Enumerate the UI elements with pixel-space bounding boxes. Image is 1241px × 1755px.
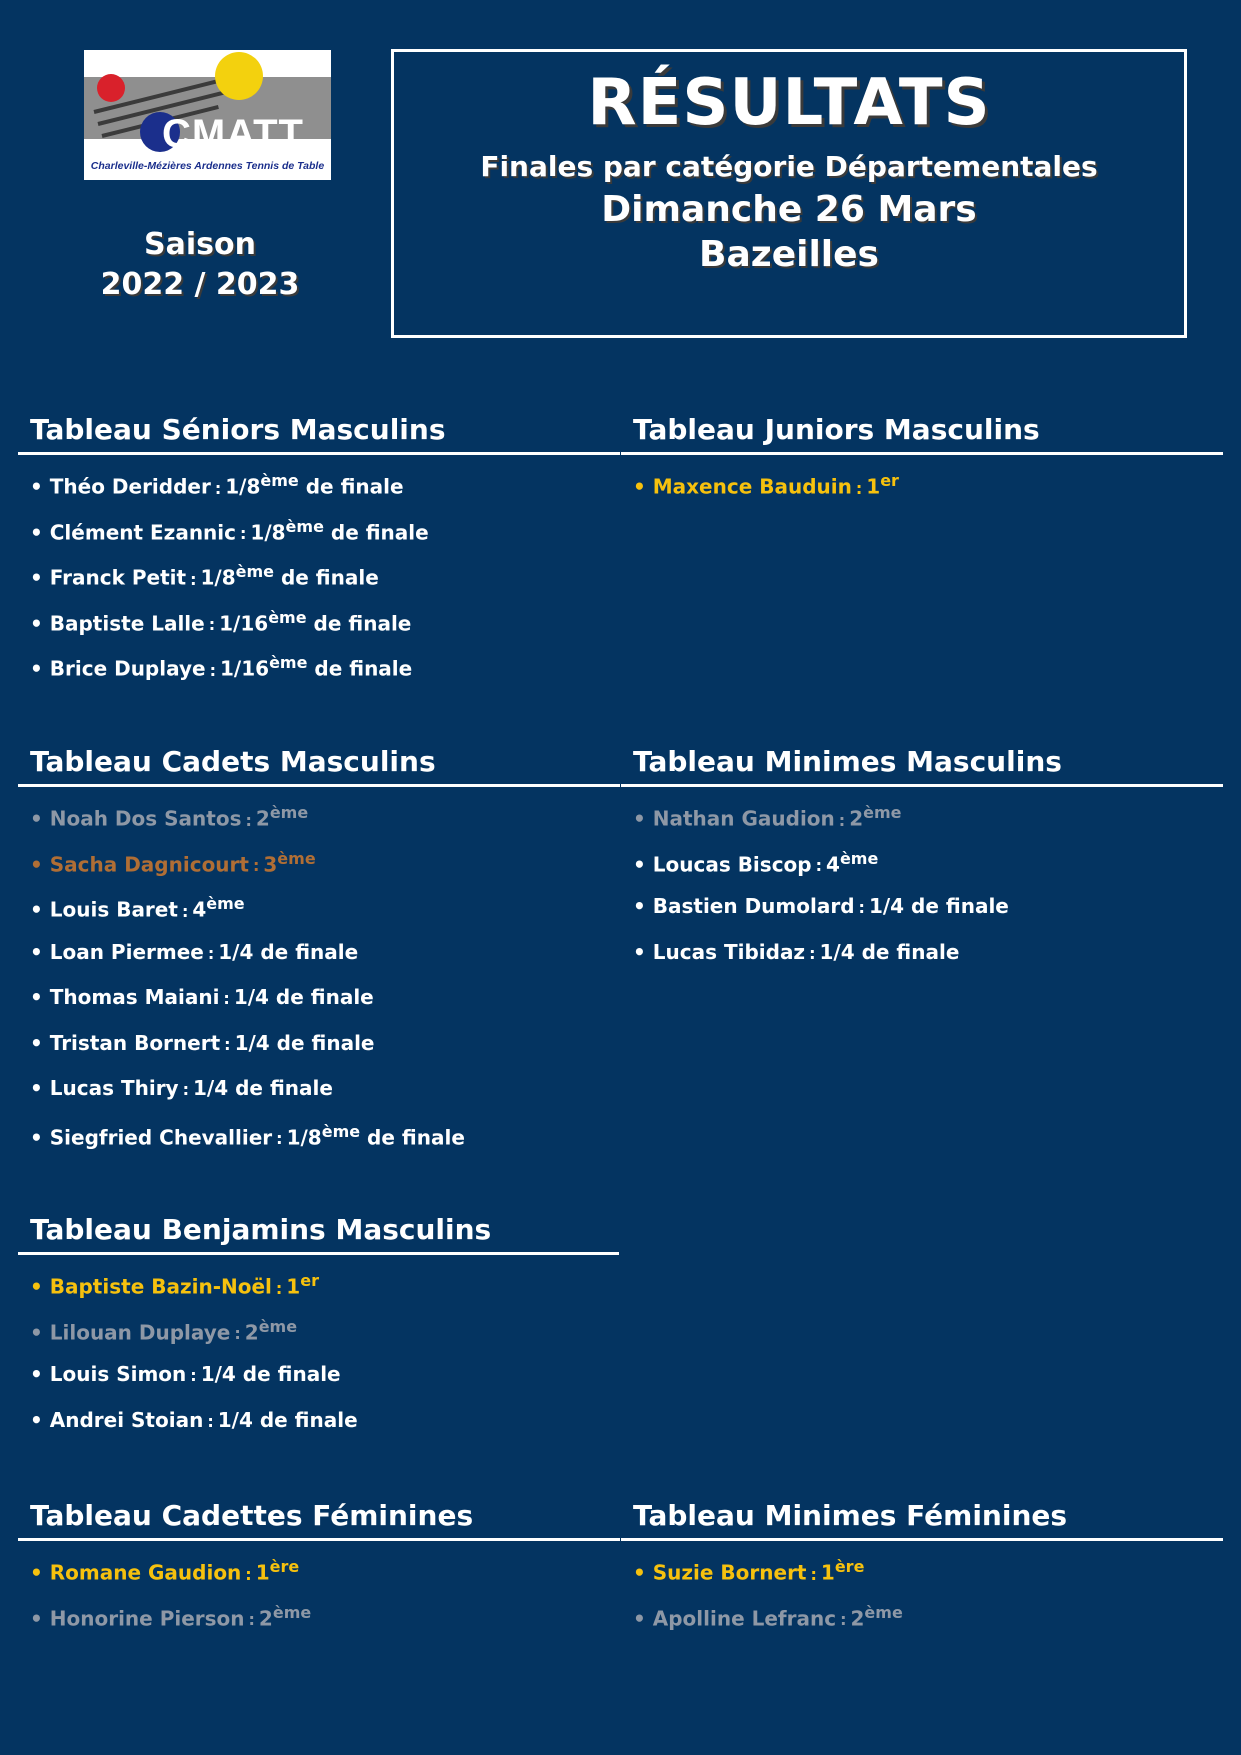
player-row — [633, 894, 1223, 940]
result-superscript: er — [300, 1271, 319, 1290]
separator: : — [234, 1324, 241, 1344]
result-superscript: ème — [321, 1121, 361, 1141]
separator: : — [207, 1411, 214, 1431]
section-title: Tableau Minimes Féminines — [621, 1499, 1223, 1541]
bullet-icon: • — [30, 1076, 50, 1100]
separator: : — [840, 1610, 847, 1630]
separator: : — [223, 989, 230, 1008]
separator: : — [276, 1129, 283, 1149]
result-superscript: ème — [235, 562, 274, 581]
player-list — [18, 1255, 619, 1453]
section-title: Tableau Cadettes Féminines — [18, 1499, 620, 1541]
separator: : — [190, 569, 197, 589]
result-superscript: ème — [864, 1602, 903, 1622]
player-result: 1/16 — [220, 656, 270, 681]
player-row — [30, 849, 620, 895]
result-superscript: ème — [258, 1316, 298, 1336]
player-result: 2 — [850, 1606, 865, 1631]
separator: : — [809, 943, 816, 963]
player-row — [30, 562, 620, 608]
result-superscript: ème — [269, 653, 308, 672]
logo-tagline: Charleville-Mézières Ardennes Tennis de Table — [90, 160, 325, 172]
player-name: Lilouan Duplaye — [49, 1320, 231, 1345]
title-box — [391, 49, 1187, 338]
player-name: Clément Ezannic — [49, 520, 236, 545]
player-result: 2 — [849, 806, 864, 831]
player-result: 1 — [286, 1274, 301, 1299]
result-superscript: ème — [277, 848, 316, 868]
separator: : — [858, 898, 865, 917]
bullet-icon: • — [30, 1362, 50, 1386]
result-superscript: ème — [260, 471, 299, 490]
separator: : — [838, 810, 846, 830]
player-row — [633, 1557, 1223, 1603]
player-result: 4 — [192, 897, 207, 922]
player-list — [18, 787, 620, 1167]
player-row — [30, 803, 620, 849]
separator: : — [208, 615, 216, 635]
player-name: Franck Petit — [49, 565, 187, 590]
player-name: Louis Simon — [49, 1362, 187, 1386]
result-superscript: ème — [272, 1602, 312, 1622]
season-years: 2022 / 2023 — [100, 267, 300, 302]
player-name: Apolline Lefranc — [652, 1606, 837, 1631]
player-name: Loucas Biscop — [652, 852, 812, 877]
player-result: 2 — [255, 806, 270, 831]
player-name: Baptiste Bazin-Noël — [49, 1274, 272, 1299]
separator: : — [209, 660, 216, 680]
result-suffix: de finale — [307, 656, 413, 681]
bullet-icon: • — [633, 474, 653, 499]
player-name: Brice Duplaye — [49, 656, 206, 681]
separator: : — [207, 943, 215, 963]
player-name: Thomas Maiani — [49, 985, 220, 1009]
player-list — [18, 455, 620, 699]
result-suffix: de finale — [360, 1125, 465, 1150]
section-title: Tableau Benjamins Masculins — [18, 1213, 619, 1255]
bullet-icon: • — [30, 939, 50, 964]
player-name: Théo Deridder — [49, 474, 211, 499]
player-result: 1 — [866, 474, 881, 499]
event-place: Bazeilles — [699, 234, 879, 275]
player-name: Baptiste Lalle — [49, 611, 205, 636]
bullet-icon: • — [30, 1320, 50, 1345]
player-row — [30, 1362, 619, 1408]
player-result: 1/4 de finale — [200, 1362, 341, 1386]
player-result: 1/4 de finale — [234, 1030, 375, 1055]
separator: : — [815, 856, 823, 876]
separator: : — [252, 856, 260, 876]
player-name: Lucas Thiry — [49, 1076, 179, 1100]
player-row — [30, 1271, 619, 1317]
logo-name: CMATT — [162, 112, 304, 156]
section-title: Tableau Juniors Masculins — [621, 413, 1223, 455]
result-superscript: ème — [269, 803, 309, 822]
result-suffix: de finale — [323, 520, 429, 545]
bullet-icon: • — [30, 474, 50, 499]
separator: : — [810, 1564, 817, 1584]
player-result: 1/8 — [225, 474, 261, 499]
player-name: Nathan Gaudion — [652, 806, 835, 831]
bullet-icon: • — [30, 1030, 50, 1055]
section-cadettes-feminines — [18, 1499, 620, 1648]
separator: : — [181, 901, 189, 921]
section-title: Tableau Cadets Masculins — [18, 745, 620, 787]
bullet-icon: • — [30, 1274, 50, 1299]
player-row — [30, 1317, 619, 1363]
bullet-icon: • — [30, 897, 50, 922]
player-row — [30, 1031, 620, 1077]
player-name: Louis Baret — [49, 897, 178, 922]
bullet-icon: • — [30, 656, 50, 681]
bullet-icon: • — [633, 852, 653, 877]
player-result: 1 — [255, 1560, 270, 1585]
result-superscript: ère — [269, 1557, 300, 1576]
bullet-icon: • — [30, 611, 50, 636]
player-result: 2 — [244, 1320, 259, 1345]
player-row — [633, 803, 1223, 849]
player-row — [633, 940, 1223, 986]
bullet-icon: • — [633, 1560, 653, 1585]
player-name: Sacha Dagnicourt — [49, 852, 249, 877]
result-suffix: de finale — [306, 611, 412, 636]
bullet-icon: • — [633, 894, 653, 918]
bullet-icon: • — [30, 985, 50, 1009]
bullet-icon: • — [633, 939, 653, 964]
player-row — [30, 653, 620, 699]
player-name: Suzie Bornert — [652, 1560, 807, 1585]
player-name: Loan Piermee — [49, 939, 204, 964]
player-name: Romane Gaudion — [49, 1560, 242, 1585]
section-juniors-masculins — [621, 413, 1223, 517]
player-row — [30, 1076, 620, 1122]
result-suffix: de finale — [273, 565, 379, 590]
bullet-icon: • — [30, 852, 50, 877]
player-list — [621, 455, 1223, 517]
red-ball-icon — [97, 74, 125, 102]
section-title: Tableau Minimes Masculins — [621, 745, 1223, 787]
event-date: Dimanche 26 Mars — [601, 189, 977, 230]
separator: : — [245, 1564, 252, 1584]
player-result: 1/4 de finale — [193, 1076, 333, 1100]
separator: : — [275, 1278, 283, 1298]
separator: : — [182, 1080, 189, 1099]
section-cadets-masculins — [18, 745, 620, 1167]
page-subtitle: Finales par catégorie Départementales — [480, 150, 1098, 183]
separator: : — [190, 1366, 197, 1385]
section-title: Tableau Séniors Masculins — [18, 413, 620, 455]
player-result: 1/16 — [219, 611, 269, 636]
player-name: Bastien Dumolard — [652, 894, 855, 918]
season-block — [60, 225, 340, 305]
separator: : — [214, 478, 222, 498]
player-row — [30, 517, 620, 563]
player-list — [18, 1541, 620, 1648]
player-result: 1/4 de finale — [233, 985, 374, 1009]
player-name: Lucas Tibidaz — [652, 939, 806, 964]
result-superscript: er — [880, 471, 899, 490]
separator: : — [855, 478, 863, 498]
player-row — [30, 1122, 620, 1168]
bullet-icon: • — [30, 1125, 50, 1150]
section-minimes-feminines — [621, 1499, 1223, 1648]
bullet-icon: • — [633, 1606, 653, 1631]
bullet-icon: • — [30, 520, 50, 545]
player-result: 1/4 de finale — [868, 894, 1009, 918]
result-superscript: ème — [863, 803, 902, 822]
season-label: Saison — [144, 227, 256, 262]
separator: : — [224, 1034, 231, 1054]
player-name: Honorine Pierson — [49, 1606, 245, 1631]
player-result: 1/4 de finale — [217, 1407, 358, 1432]
result-superscript: ème — [268, 607, 307, 627]
player-result: 1/8 — [250, 520, 286, 545]
result-superscript: ème — [206, 894, 245, 913]
separator: : — [248, 1610, 255, 1630]
section-benjamins-masculins — [18, 1213, 619, 1453]
player-row — [633, 1603, 1223, 1649]
player-row — [30, 1603, 620, 1649]
yellow-ball-icon — [215, 52, 263, 100]
section-minimes-masculins — [621, 745, 1223, 985]
bullet-icon: • — [30, 806, 50, 831]
bullet-icon: • — [30, 565, 50, 590]
player-result: 3 — [263, 852, 278, 877]
player-result: 2 — [258, 1606, 273, 1631]
player-result: 1/4 de finale — [218, 939, 359, 964]
player-row — [633, 849, 1223, 895]
player-row — [30, 894, 620, 940]
result-superscript: ème — [285, 516, 324, 536]
result-superscript: ère — [834, 1557, 865, 1576]
player-row — [30, 985, 620, 1031]
player-row — [30, 1557, 620, 1603]
player-row — [30, 940, 620, 986]
player-result: 1/8 — [286, 1125, 322, 1150]
club-logo — [84, 50, 331, 180]
player-name: Andrei Stoian — [49, 1407, 204, 1432]
player-name: Tristan Bornert — [49, 1030, 221, 1055]
bullet-icon: • — [633, 806, 653, 831]
player-list — [621, 787, 1223, 985]
separator: : — [245, 810, 252, 830]
player-row — [30, 1408, 619, 1454]
player-name: Maxence Bauduin — [652, 474, 852, 499]
player-row — [633, 471, 1223, 517]
bullet-icon: • — [30, 1606, 50, 1631]
player-row — [30, 608, 620, 654]
player-name: Noah Dos Santos — [49, 806, 242, 831]
result-suffix: de finale — [298, 474, 404, 499]
result-superscript: ème — [839, 848, 879, 868]
player-result: 1/8 — [200, 565, 236, 590]
page-title: RÉSULTATS — [587, 66, 991, 140]
player-row — [30, 471, 620, 517]
bullet-icon: • — [30, 1560, 50, 1585]
section-seniors-masculins — [18, 413, 620, 699]
player-result: 1 — [820, 1560, 835, 1585]
player-result: 4 — [826, 852, 840, 877]
player-list — [621, 1541, 1223, 1648]
bullet-icon: • — [30, 1407, 50, 1432]
player-name: Siegfried Chevallier — [49, 1125, 273, 1150]
separator: : — [240, 524, 247, 544]
player-result: 1/4 de finale — [819, 939, 960, 964]
